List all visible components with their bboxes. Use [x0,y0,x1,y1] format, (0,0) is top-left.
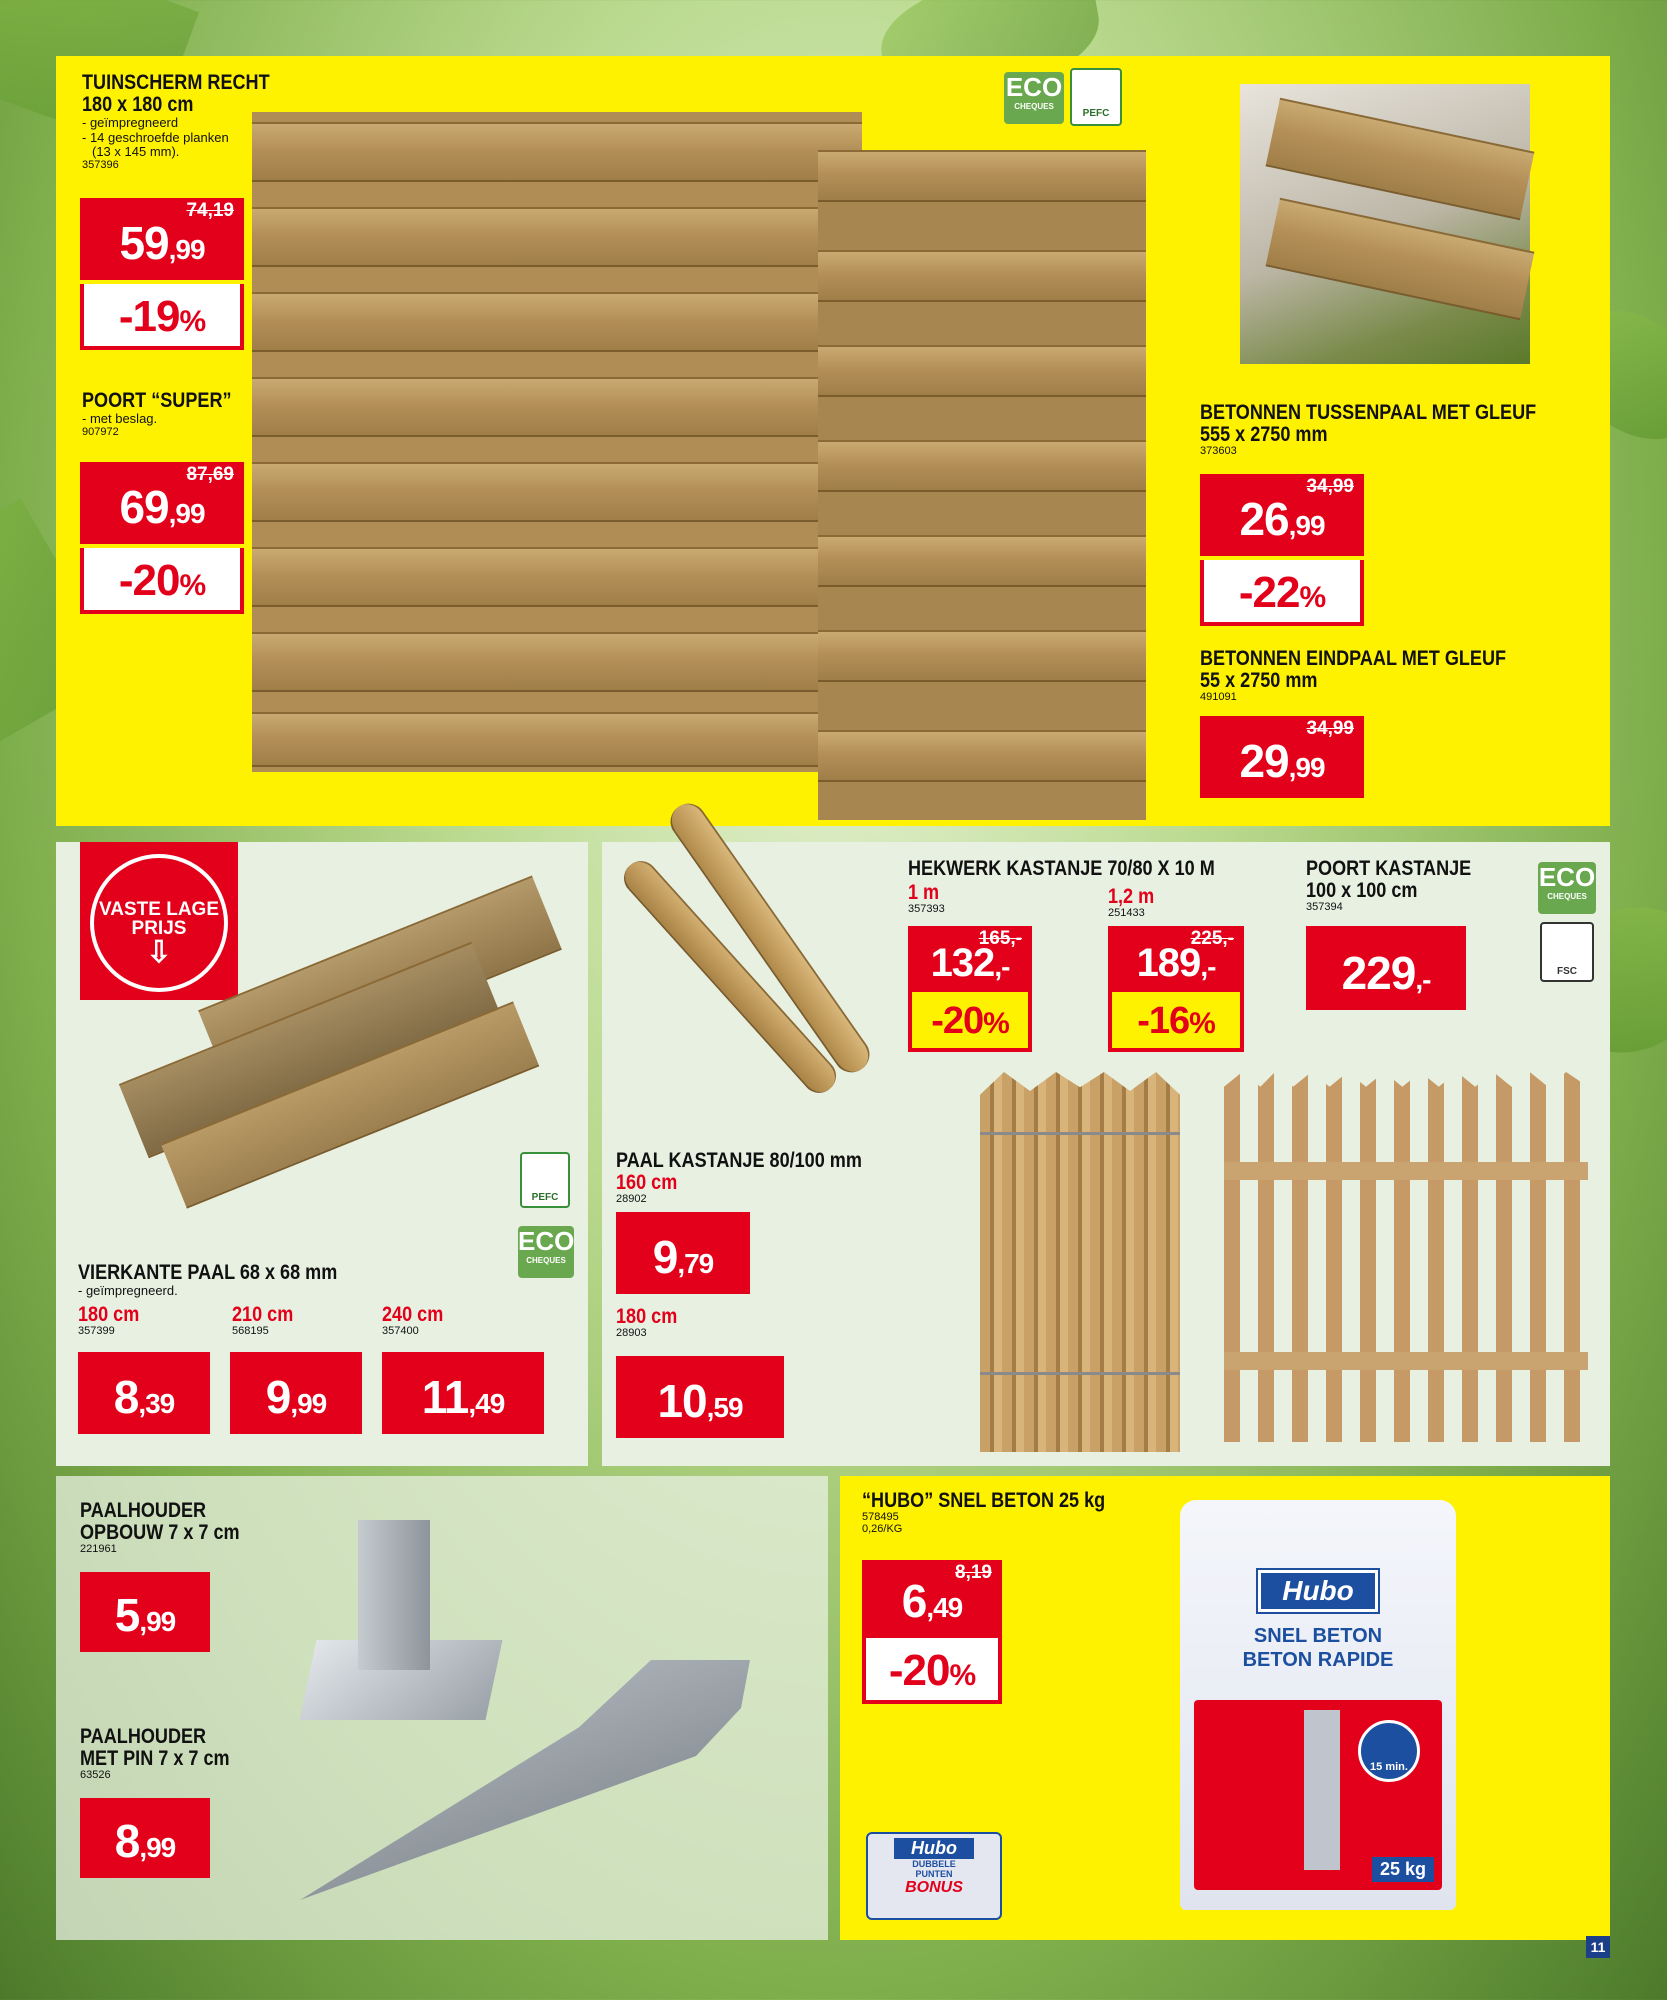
bonus-text: PUNTEN [915,1869,953,1879]
old-price: 34,99 [1306,718,1354,739]
current-price: 11,49 [421,1371,505,1423]
pefc-badge: PEFC [1070,68,1122,126]
product-desc: - 14 geschroefde planken [82,129,229,145]
article-code: 907972 [82,425,119,438]
price-tag [80,1798,210,1878]
article-code: 357399 [78,1325,115,1338]
article-code: 568195 [232,1325,269,1338]
product-title: TUINSCHERM RECHT [82,71,270,94]
discount-badge: -22% [1200,560,1364,626]
arrow-down-icon: ⇩ [146,936,172,969]
unit-price: 0,26/KG [862,1522,903,1535]
discount-badge: -20% [80,548,244,614]
current-price: 229,- [1341,947,1431,999]
bonus-text: DUBBELE [912,1859,956,1869]
discount-badge: -16% [1108,992,1244,1052]
variant-210 [232,1304,303,1338]
garden-screen-image [252,112,862,772]
square-posts-image [100,860,580,1150]
price-tag [1200,716,1364,798]
eco-cheques-badge: ECO CHEQUES [1538,862,1596,914]
product-title: HEKWERK KASTANJE 70/80 X 10 M [908,857,1215,880]
product-size: 555 x 2750 mm [1200,423,1328,447]
eindpaal-info [1200,648,1556,704]
page-number: 11 [1586,1936,1610,1958]
product-title: VIERKANTE PAAL 68 x 68 mm [78,1261,338,1284]
article-code: 28902 [616,1193,647,1206]
current-price: 29,99 [1239,735,1325,787]
current-price: 9,99 [265,1371,327,1423]
price-tag [862,1560,1002,1638]
current-price: 8,39 [113,1371,175,1423]
chestnut-gate-image [1224,1072,1588,1442]
fsc-badge: FSC [1540,922,1594,982]
variant-size: 1 m [908,881,940,904]
bag-text: SNEL BETON [1253,1625,1383,1647]
product-desc: - geïmpregneerd. [78,1283,178,1299]
variant-size: 160 cm [616,1171,678,1195]
product-size: 180 x 180 cm [82,93,194,117]
bonus-badge [866,1832,1002,1920]
product-title: OPBOUW 7 x 7 cm [80,1521,240,1545]
product-desc: - met beslag. [82,411,158,427]
article-code: 357400 [382,1325,419,1338]
hekwerk-title [908,858,1265,880]
chestnut-fence-roll-image [980,1072,1180,1452]
poort-super-info [82,390,256,438]
price-tag [382,1352,544,1434]
current-price: 6,49 [901,1575,963,1627]
product-title: PAALHOUDER [80,1725,207,1748]
article-code: 28903 [616,1327,647,1340]
product-title: PAALHOUDER [80,1499,207,1522]
price-tag [616,1356,784,1438]
clock-icon: 15 min. [1358,1720,1420,1782]
variant-size: 180 cm [78,1303,140,1326]
old-price: 225,- [1190,928,1234,949]
product-desc: (13 x 145 mm). [92,144,180,160]
price-tag [80,1572,210,1652]
paalhouder-opbouw-info [80,1500,266,1556]
chestnut-stakes-image [600,850,900,1130]
eco-cheques-badge: ECO CHEQUES [1004,72,1064,124]
product-desc: - geïmpregneerd [82,115,179,131]
price-tag [80,198,244,280]
article-code: 373603 [1200,445,1237,458]
variant-size: 210 cm [232,1303,294,1326]
hekwerk-variant-12m [1108,886,1162,920]
bonus-text: BONUS [905,1879,963,1896]
pefc-badge: PEFC [520,1152,570,1208]
current-price: 132,- [930,941,1010,985]
article-code: 357394 [1306,901,1343,914]
product-title: MET PIN 7 x 7 cm [80,1747,230,1771]
article-code: 221961 [80,1543,117,1556]
bag-weight: 25 kg [1372,1857,1434,1882]
tussenpaal-info [1200,402,1591,458]
gate-image [818,150,1146,820]
variant-size: 1,2 m [1108,885,1155,908]
hekwerk-variant-1m [908,882,945,916]
old-price: 74,19 [186,200,234,221]
price-tag [80,462,244,544]
badge-text: VASTE LAGE [99,899,219,920]
price-tag [616,1212,750,1294]
article-code: 357396 [82,158,119,171]
price-tag [908,926,1032,992]
paal-kastanje-info [616,1150,902,1206]
article-code: 357393 [908,903,945,916]
discount-badge: -20% [908,992,1032,1052]
product-title: BETONNEN EINDPAAL MET GLEUF [1200,647,1507,670]
discount-badge: -19% [80,284,244,350]
current-price: 8,99 [114,1815,176,1867]
article-code: 251433 [1108,907,1145,920]
post-holder-socket-image [358,1520,430,1670]
eco-cheques-badge: ECO CHEQUES [518,1226,574,1278]
article-code: 578495 [862,1511,899,1524]
price-tag [1200,474,1364,556]
variant-size: 180 cm [616,1305,678,1328]
price-tag [1306,926,1466,1010]
article-code: 63526 [80,1769,111,1782]
snel-beton-info [862,1490,1145,1535]
current-price: 59,99 [119,217,205,269]
product-title: BETONNEN TUSSENPAAL MET GLEUF [1200,401,1537,424]
old-price: 34,99 [1306,476,1354,497]
current-price: 69,99 [119,481,205,533]
paal-kastanje-180 [616,1306,687,1340]
variant-180 [78,1304,149,1338]
price-tag [1108,926,1244,992]
product-size: 100 x 100 cm [1306,879,1418,903]
product-title: POORT KASTANJE [1306,857,1472,880]
discount-badge: -20% [862,1638,1002,1704]
badge-text: PRIJS [131,918,187,939]
article-code: 491091 [1200,691,1237,704]
concrete-post-image [1240,84,1530,364]
hubo-logo: Hubo [1258,1570,1378,1612]
current-price: 9,79 [652,1231,714,1283]
price-tag [230,1352,362,1434]
product-size: 55 x 2750 mm [1200,669,1318,693]
product-title: PAAL KASTANJE 80/100 mm [616,1149,862,1172]
current-price: 10,59 [657,1375,743,1427]
variant-240 [382,1304,453,1338]
concrete-bag-image [1180,1500,1456,1910]
old-price: 87,69 [186,464,234,485]
bag-text: BETON RAPIDE [1242,1649,1394,1671]
current-price: 26,99 [1239,493,1325,545]
current-price: 5,99 [114,1589,176,1641]
product-title: “HUBO” SNEL BETON 25 kg [862,1489,1106,1512]
old-price: 165,- [978,928,1022,949]
poort-kastanje-info [1306,858,1498,914]
old-price: 8,19 [955,1562,992,1583]
current-price: 189,- [1136,941,1216,985]
paalhouder-pin-info [80,1726,254,1782]
bonus-brand: Hubo [894,1838,974,1859]
vierkante-paal-info [78,1262,380,1299]
product-title: POORT “SUPER” [82,389,232,412]
price-tag [78,1352,210,1434]
variant-size: 240 cm [382,1303,444,1326]
